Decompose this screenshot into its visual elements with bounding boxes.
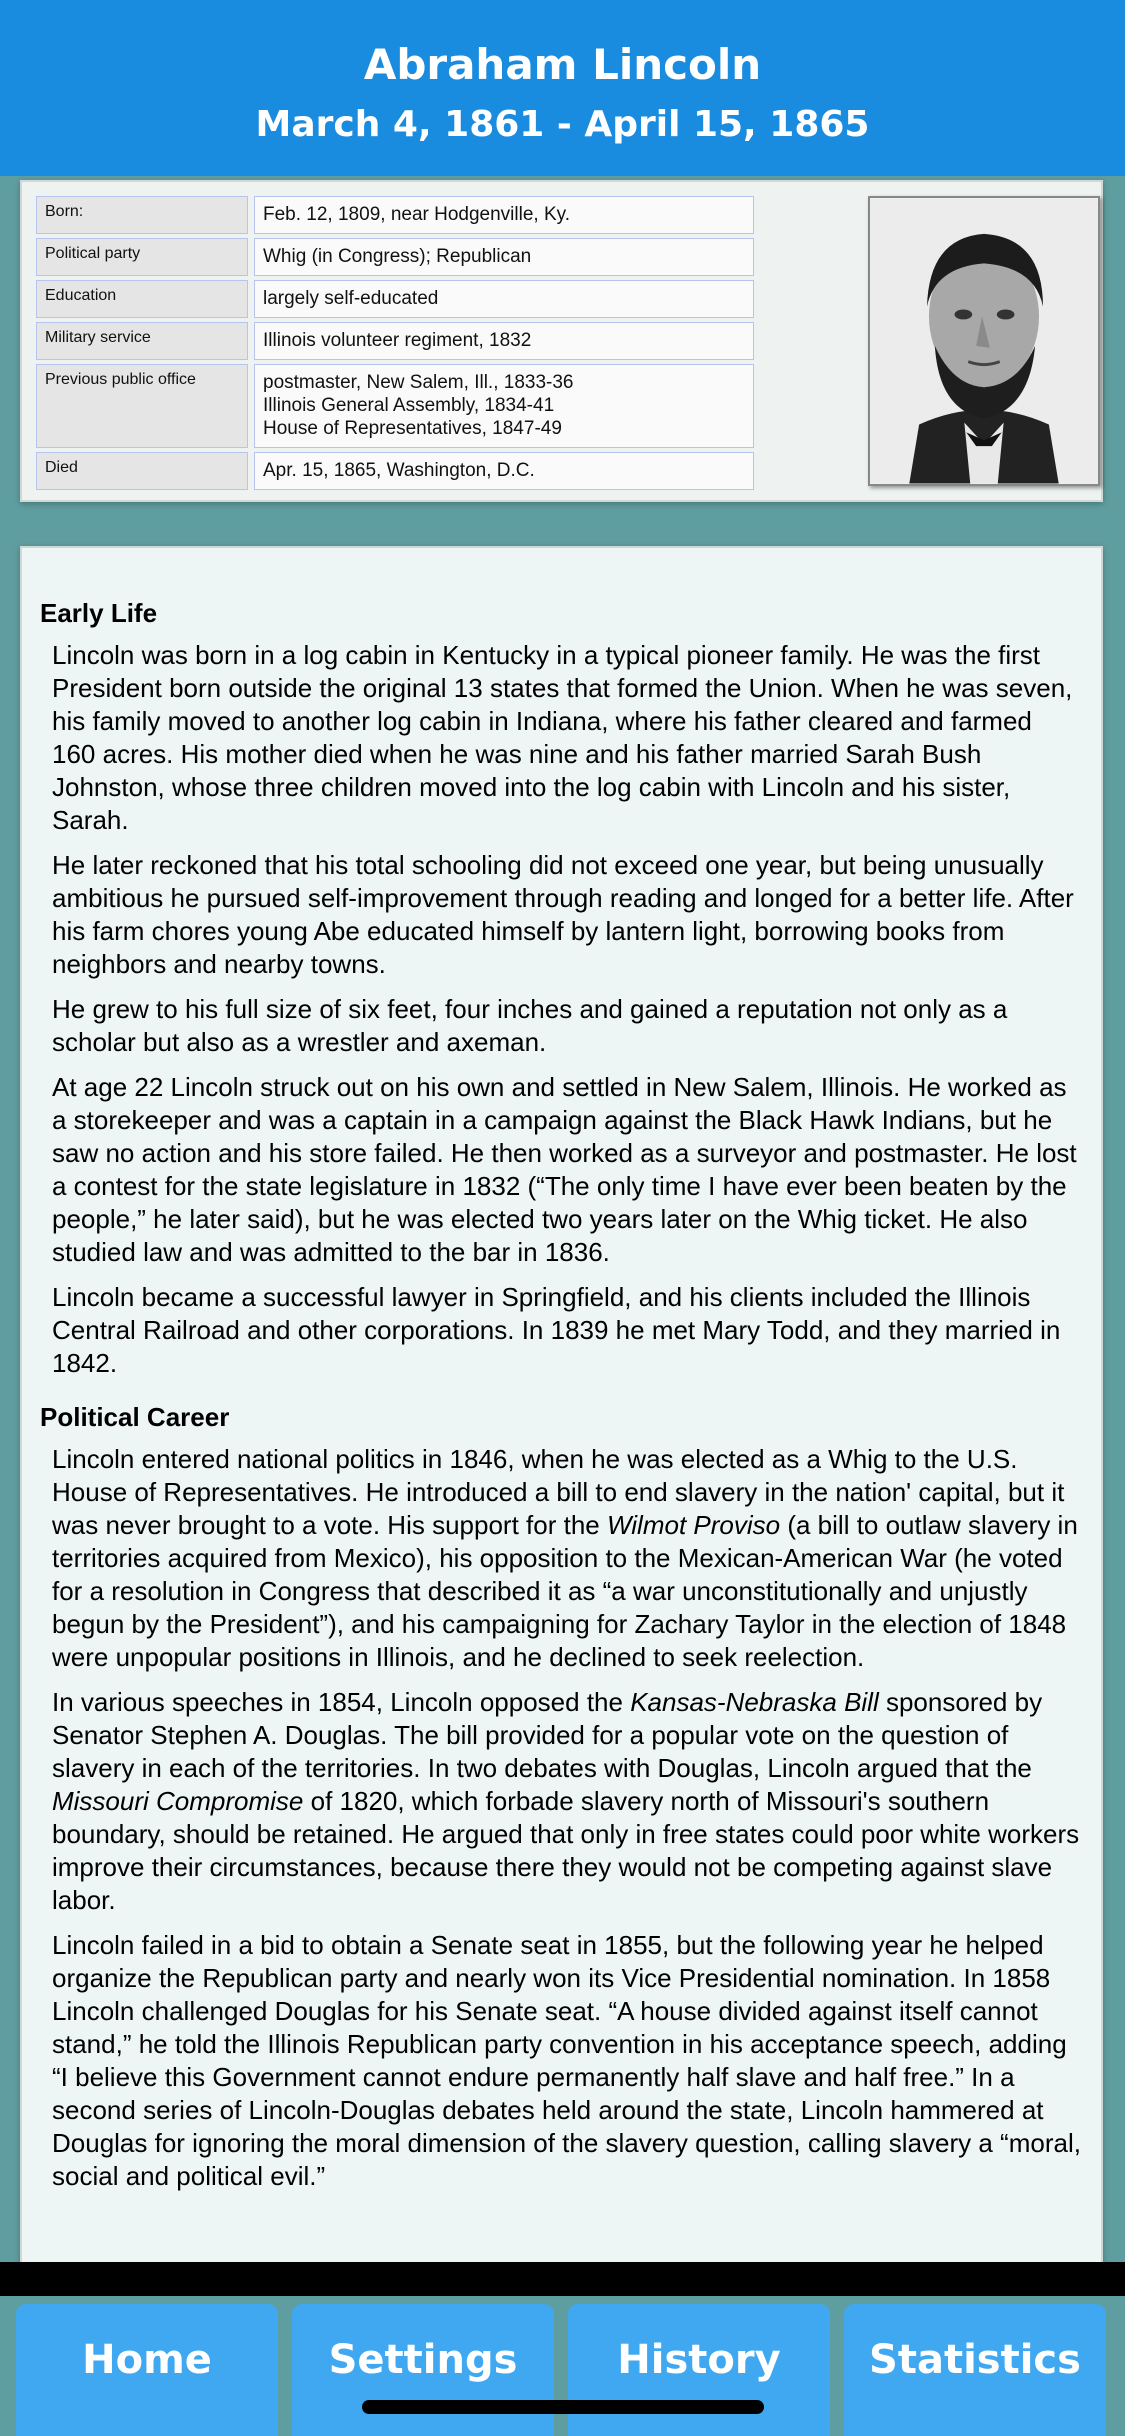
fact-row-born — [36, 196, 756, 234]
biography-panel[interactable] — [20, 546, 1103, 2266]
section-title-early-life: Early Life — [40, 598, 158, 628]
paragraph: In various speeches in 1854, Lincoln opposed the Kansas-Nebraska Bill sponsored by Senator Stephen A. Douglas. The bill provided for a popular vote on the question of slavery in each of the territories. In two debates with Douglas, Lincoln argued that the Missouri Compromise of 1820, which forbade slavery north of Missouri's southern boundary, should be retained. He argued that only in free states could poor white workers improve their circumstances, because there they would not be competing against slave labor. — [52, 1687, 1080, 1915]
fact-label: Born: — [36, 196, 248, 234]
header — [0, 0, 1125, 176]
bill-name: Kansas-Nebraska Bill — [630, 1687, 879, 1717]
paragraph: He later reckoned that his total schooling did not exceed one year, but being unusually ambitious he pursued self-improvement through reading and longed for a better life. After his farm chores young Abe educated himself by lantern light, borrowing books from neighbors and nearby towns. — [52, 850, 1074, 979]
paragraph: Lincoln was born in a log cabin in Kentucky in a typical pioneer family. He was the first President born outside the original 13 states that formed the Union. When he was seven, his family moved to another log cabin in Indiana, where his father cleared and farmed 160 acres. His mother died when he was nine and his father married Sarah Bush Johnston, whose three children moved into the log cabin with Lincoln and his sister, Sarah. — [52, 640, 1073, 835]
separator-bar — [0, 2262, 1125, 2296]
fact-row-previous-office — [36, 364, 756, 448]
fact-row-education — [36, 280, 756, 318]
tab-bar — [0, 2296, 1125, 2436]
portrait-icon — [870, 198, 1098, 484]
fact-label: Education — [36, 280, 248, 318]
tab-settings[interactable]: Settings — [292, 2304, 554, 2436]
tab-statistics[interactable]: Statistics — [844, 2304, 1106, 2436]
compromise-name: Missouri Compromise — [52, 1786, 304, 1816]
paragraph: Lincoln entered national politics in 1846, when he was elected as a Whig to the U.S. House of Representatives. He introduced a bill to end slavery in the nation' capital, but it was never brought to a vote. His support for the Wilmot Proviso (a bill to outlaw slavery in territories acquired from Mexico), his opposition to the Mexican-American War (he voted for a resolution in Congress that described it as “a war unconstitutionally and unjustly begun by the President”), and his campaigning for Zachary Taylor in the election of 1848 were unpopular positions in Illinois, and he declined to seek reelection. — [52, 1444, 1078, 1672]
portrait-image — [868, 196, 1100, 486]
fact-label: Previous public office — [36, 364, 248, 448]
tab-history[interactable]: History — [568, 2304, 830, 2436]
home-indicator[interactable] — [362, 2400, 764, 2414]
fact-value: Illinois volunteer regiment, 1832 — [254, 322, 754, 360]
fact-value: Whig (in Congress); Republican — [254, 238, 754, 276]
term-dates: March 4, 1861 - April 15, 1865 — [255, 104, 870, 145]
fact-value-multiline — [254, 364, 754, 448]
fact-row-military — [36, 322, 756, 360]
president-name: Abraham Lincoln — [363, 40, 762, 89]
fact-value: Feb. 12, 1809, near Hodgenville, Ky. — [254, 196, 754, 234]
fact-value: Apr. 15, 1865, Washington, D.C. — [254, 452, 754, 490]
paragraph: Lincoln failed in a bid to obtain a Senate seat in 1855, but the following year he helped organize the Republican party and nearly won its Vice Presidential nomination. In 1858 Lincoln challenged Douglas for his Senate seat. “A house divided against itself cannot stand,” he told the Illinois Republican party convention in his acceptance speech, adding “I believe this Government cannot endure permanently half slave and half free.” In a second series of Lincoln-Douglas debates held around the state, Lincoln hammered at Douglas for ignoring the moral dimension of the slavery question, calling slavery a “moral, social and political evil.” — [52, 1930, 1081, 2191]
facts-panel — [20, 180, 1103, 502]
office-line: postmaster, New Salem, Ill., 1833-36 — [263, 372, 574, 393]
paragraph: He grew to his full size of six feet, four inches and gained a reputation not only as a scholar but also as a wrestler and axeman. — [52, 994, 1008, 1057]
fact-label: Political party — [36, 238, 248, 276]
tab-home[interactable]: Home — [16, 2304, 278, 2436]
fact-label: Military service — [36, 322, 248, 360]
fact-row-party — [36, 238, 756, 276]
fact-value: largely self-educated — [254, 280, 754, 318]
fact-row-died — [36, 452, 756, 490]
office-line: Illinois General Assembly, 1834-41 — [263, 395, 555, 416]
office-line: House of Representatives, 1847-49 — [263, 418, 562, 439]
paragraph: At age 22 Lincoln struck out on his own and settled in New Salem, Illinois. He worked as a storekeeper and was a captain in a campaign against the Black Hawk Indians, but he saw no action and his store failed. He then worked as a surveyor and postmaster. He lost a contest for the state legislature in 1832 (“The only time I have ever been beaten by the people,” he later said), but he was elected two years later on the Whig ticket. He also studied law and was admitted to the bar in 1836. — [52, 1072, 1077, 1267]
paragraph: Lincoln became a successful lawyer in Springfield, and his clients included the Illinois Central Railroad and other corporations. In 1839 he met Mary Todd, and they married in 1842. — [52, 1282, 1061, 1378]
bill-name: Wilmot Proviso — [606, 1510, 781, 1540]
section-title-political-career: Political Career — [40, 1402, 230, 1432]
fact-label: Died — [36, 452, 248, 490]
